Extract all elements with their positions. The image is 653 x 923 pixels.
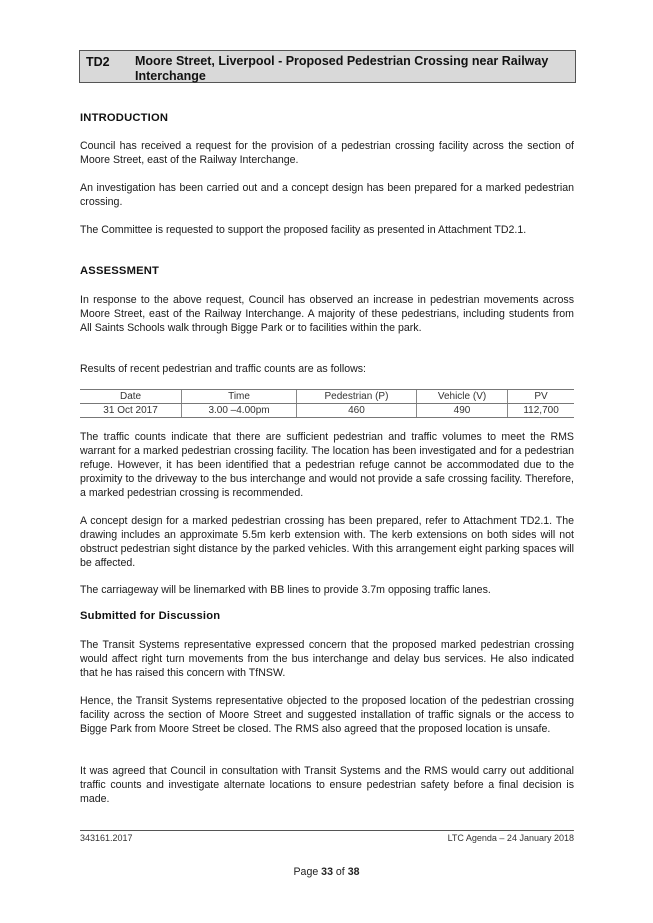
column-header-time: Time bbox=[182, 390, 297, 404]
counts-table bbox=[80, 389, 574, 418]
page-prefix: Page bbox=[293, 866, 322, 878]
cell-pv: 112,700 bbox=[508, 404, 574, 418]
page-current: 33 bbox=[321, 866, 333, 878]
column-header-pv: PV bbox=[508, 390, 574, 404]
column-header-pedestrian: Pedestrian (P) bbox=[296, 390, 416, 404]
cell-time: 3.00 –4.00pm bbox=[182, 404, 297, 418]
cell-date: 31 Oct 2017 bbox=[80, 404, 182, 418]
page-separator: of bbox=[332, 866, 348, 878]
item-code: TD2 bbox=[86, 55, 110, 69]
assessment-paragraph-2: Results of recent pedestrian and traffic counts are as follows: bbox=[80, 363, 366, 375]
discussion-paragraph-1: The Transit Systems representative expressed concern that the proposed marked pedestrian crossing would affect right turn movements from the bus interchange and delay bus services. He also indicated that he has raised this concern with TfNSW. bbox=[80, 639, 574, 679]
column-header-date: Date bbox=[80, 390, 182, 404]
cell-pedestrian: 460 bbox=[296, 404, 416, 418]
discussion-paragraph-3: It was agreed that Council in consultation with Transit Systems and the RMS would carry out additional traffic counts and investigate alternate locations to ensure pedestrian safety before a final decision is made. bbox=[80, 765, 574, 805]
page-number bbox=[0, 866, 653, 878]
discussion-paragraph-2: Hence, the Transit Systems representative objected to the proposed location of the pedestrian crossing facility across the section of Moore Street and suggested installation of traffic signals or the access to Bigge Park from Moore Street be closed. The RMS also agreed that the proposed location is unsafe. bbox=[80, 695, 574, 735]
introduction-paragraph-2: An investigation has been carried out and a concept design has been prepared for a marked pedestrian crossing. bbox=[80, 182, 574, 208]
footer-agenda-date: LTC Agenda – 24 January 2018 bbox=[447, 833, 574, 843]
footer-reference: 343161.2017 bbox=[80, 833, 133, 843]
assessment-paragraph-4: A concept design for a marked pedestrian crossing has been prepared, refer to Attachment TD2.1. The drawing includes an approximate 5.5m kerb extension with. The kerb extensions on both sides will not obstruct pedestrian sight distance by the parked vehicles. With this arrangement eight parking spaces will be affected. bbox=[80, 515, 574, 569]
column-header-vehicle: Vehicle (V) bbox=[416, 390, 507, 404]
footer-divider bbox=[80, 830, 574, 831]
page-total: 38 bbox=[347, 866, 360, 878]
discussion-heading: Submitted for Discussion bbox=[80, 610, 221, 622]
assessment-paragraph-1: In response to the above request, Council has observed an increase in pedestrian movements across Moore Street, east of the Railway Interchange. A majority of these pedestrians, including students from All Saints Schools walk through Bigge Park or to facilities within the park. bbox=[80, 294, 574, 334]
assessment-paragraph-3: The traffic counts indicate that there are sufficient pedestrian and traffic volumes to meet the RMS warrant for a marked pedestrian crossing facility. The location has been investigated and for a pedestrian refuge. However, it has been identified that a pedestrian refuge cannot be accommodated due to the proximity to the driveway to the bus interchange and would not provide a safe crossing facility. Therefore, a marked pedestrian crossing is recommended. bbox=[80, 431, 574, 499]
assessment-paragraph-5: The carriageway will be linemarked with BB lines to provide 3.7m opposing traffic lanes. bbox=[80, 584, 491, 596]
introduction-paragraph-1: Council has received a request for the provision of a pedestrian crossing facility across the section of Moore Street, east of the Railway Interchange. bbox=[80, 140, 574, 166]
assessment-heading: ASSESSMENT bbox=[80, 265, 160, 277]
item-header-box bbox=[79, 50, 576, 83]
introduction-heading: INTRODUCTION bbox=[80, 112, 169, 124]
introduction-paragraph-3: The Committee is requested to support the proposed facility as presented in Attachment TD2.1. bbox=[80, 224, 527, 236]
cell-vehicle: 490 bbox=[416, 404, 507, 418]
table-row bbox=[80, 404, 574, 418]
item-title: Moore Street, Liverpool - Proposed Pedestrian Crossing near Railway Interchange bbox=[135, 54, 549, 83]
counts-table-header-row bbox=[80, 390, 574, 404]
